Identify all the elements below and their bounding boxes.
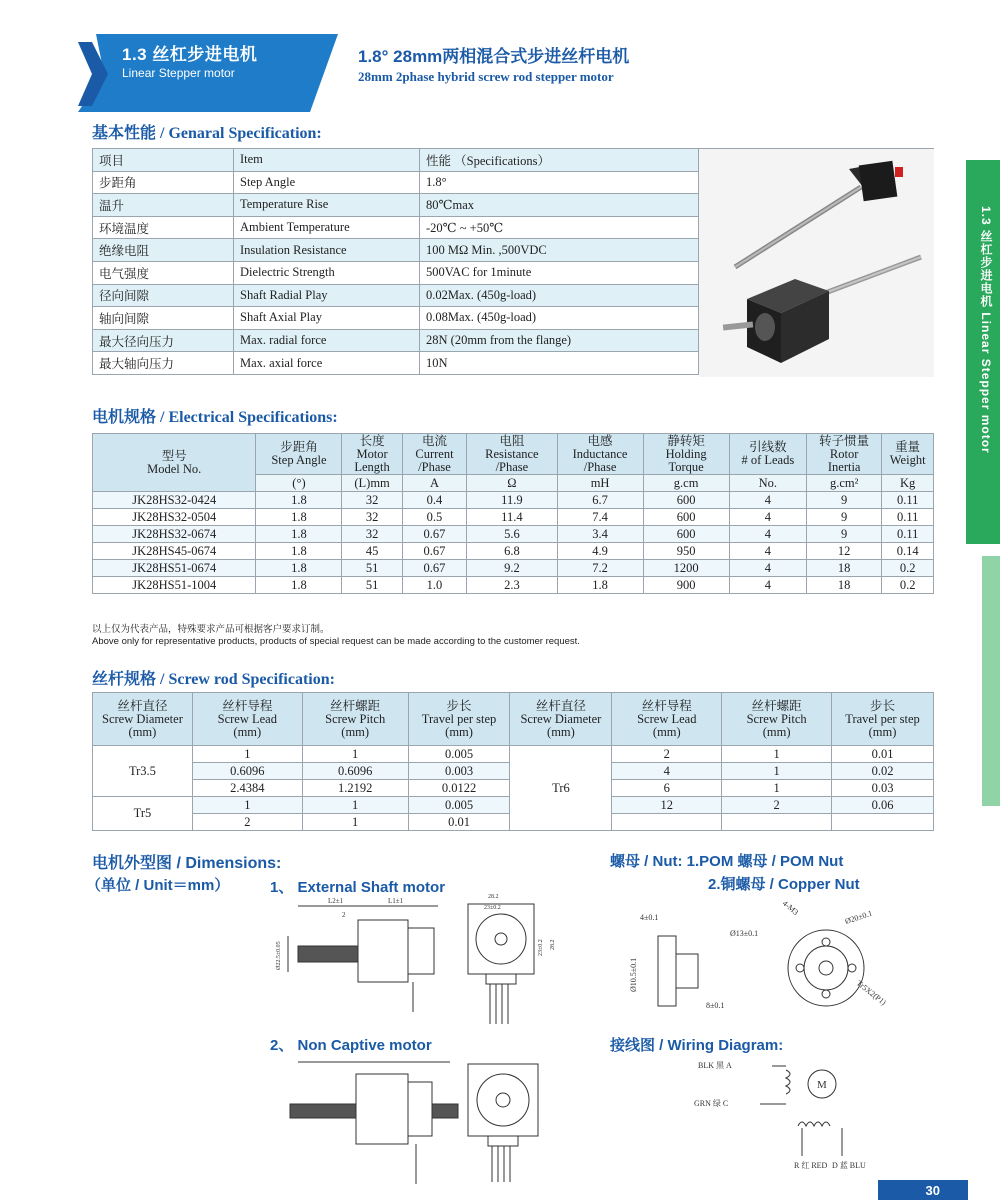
screw-value: 1	[192, 797, 302, 814]
screw-value: 1	[302, 814, 408, 831]
screw-value: 4	[612, 763, 722, 780]
page-title	[358, 42, 629, 85]
model-no: JK28HS51-1004	[93, 577, 256, 594]
spec-item-en: Step Angle	[234, 171, 420, 194]
label-w232: 23±0.2	[484, 905, 501, 911]
section-label	[122, 40, 257, 80]
screw-header-cell: 步长 Travel per step (mm)	[832, 693, 934, 746]
spec-row	[93, 261, 699, 284]
unit-cell: Kg	[882, 475, 934, 492]
page-title-cn: 1.8° 28mm两相混合式步进丝杆电机	[358, 47, 630, 66]
electrical-value: 0.67	[402, 560, 467, 577]
electrical-header-cell: 电流 Current /Phase	[402, 434, 467, 475]
screw-spec-table	[92, 692, 934, 831]
screw-value: 1	[722, 780, 832, 797]
electrical-value: 600	[643, 509, 729, 526]
spec-value: 10N	[420, 352, 699, 375]
electrical-value: 0.14	[882, 543, 934, 560]
label-d13: Ø13±0.1	[730, 929, 759, 938]
spec-item-cn: 轴向间隙	[93, 307, 234, 330]
model-no: JK28HS32-0504	[93, 509, 256, 526]
screw-value: 0.6096	[192, 763, 302, 780]
label-l2: L2±1	[328, 897, 344, 905]
model-no: JK28HS51-0674	[93, 560, 256, 577]
electrical-spec-table	[92, 433, 934, 594]
screw-value: 0.005	[408, 746, 510, 763]
external-shaft-drawing	[270, 892, 600, 1032]
electrical-value: 32	[342, 509, 402, 526]
electrical-value: 3.4	[557, 526, 643, 543]
screw-value: 0.005	[408, 797, 510, 814]
electrical-value: 0.11	[882, 492, 934, 509]
electrical-value: 7.2	[557, 560, 643, 577]
spec-row	[93, 284, 699, 307]
screw-row	[93, 746, 934, 763]
screw-value	[832, 814, 934, 831]
spec-value: 100 MΩ Min. ,500VDC	[420, 239, 699, 262]
screw-value: 0.01	[408, 814, 510, 831]
screw-value: 0.01	[832, 746, 934, 763]
electrical-header-cell: 重量 Weight	[882, 434, 934, 475]
electrical-value: 11.9	[467, 492, 557, 509]
section-label-cn: 1.3 丝杠步进电机	[122, 45, 258, 64]
screw-value	[612, 814, 722, 831]
electrical-row	[93, 509, 934, 526]
section-label-en: Linear Stepper motor	[122, 66, 235, 80]
electrical-value: 1.8	[256, 577, 342, 594]
wiring-title: 接线图 / Wiring Diagram:	[610, 1037, 784, 1054]
spec-item-cn: 最大径向压力	[93, 329, 234, 352]
unit-cell: mH	[557, 475, 643, 492]
screw-header-cell: 步长 Travel per step (mm)	[408, 693, 510, 746]
electrical-row	[93, 526, 934, 543]
electrical-value: 0.11	[882, 526, 934, 543]
electrical-value: 18	[807, 560, 882, 577]
electrical-value: 950	[643, 543, 729, 560]
screw-value: 0.06	[832, 797, 934, 814]
unit-cell: (°)	[256, 475, 342, 492]
electrical-value: 0.4	[402, 492, 467, 509]
spec-value: -20℃ ~ +50℃	[420, 216, 699, 239]
general-spec-table	[92, 148, 699, 375]
electrical-header-cell: 静转矩 Holding Torque	[643, 434, 729, 475]
spec-value: 500VAC for 1minute	[420, 261, 699, 284]
spec-item-en: Temperature Rise	[234, 194, 420, 217]
motor-photo-illustration	[699, 149, 934, 377]
screw-value: 1	[192, 746, 302, 763]
side-tab-label: 1.3 丝杠步进电机 Linear Stepper motor	[979, 206, 993, 454]
screw-value: 1.2192	[302, 780, 408, 797]
electrical-value: 12	[807, 543, 882, 560]
label-nut-len: 4±0.1	[640, 913, 659, 922]
unit-cell: Ω	[467, 475, 557, 492]
screw-header-cell: 丝杆螺距 Screw Pitch (mm)	[302, 693, 408, 746]
spec-item-cn: 绝缘电阻	[93, 239, 234, 262]
nut-title-line2: 2.铜螺母 / Copper Nut	[708, 876, 860, 893]
screw-value	[722, 814, 832, 831]
label-h232: 23±0.2	[538, 939, 544, 956]
spec-value: 性能 （Specifications）	[420, 149, 699, 172]
screw-value: 1	[722, 746, 832, 763]
electrical-value: 0.2	[882, 577, 934, 594]
electrical-header-cell: 转子惯量 Rotor Inertia	[807, 434, 882, 475]
screw-value: 1	[302, 797, 408, 814]
label-h282: 28.2	[550, 939, 556, 950]
electrical-value: 6.8	[467, 543, 557, 560]
spec-value: 80℃max	[420, 194, 699, 217]
electrical-spec-title: 电机规格 / Electrical Specifications:	[92, 409, 338, 426]
screw-value: 0.0122	[408, 780, 510, 797]
electrical-header-cell: 长度 Motor Length	[342, 434, 402, 475]
label-nut-w: 8±0.1	[706, 1001, 725, 1010]
spec-item-en: Dielectric Strength	[234, 261, 420, 284]
wire-blk-label: BLK 黑 A	[698, 1061, 732, 1070]
unit-cell: (L)mm	[342, 475, 402, 492]
screw-spec-title: 丝杆规格 / Screw rod Specification:	[92, 671, 335, 688]
electrical-value: 11.4	[467, 509, 557, 526]
electrical-value: 900	[643, 577, 729, 594]
label-m3: 4-M3	[780, 898, 801, 917]
wiring-diagram	[690, 1056, 880, 1196]
note-cn: 以上仅为代表产品，特殊要求产品可根据客户要求订制。	[92, 624, 330, 635]
spec-row	[93, 307, 699, 330]
electrical-value: 51	[342, 560, 402, 577]
label-w282: 28.2	[488, 894, 499, 900]
representative-note	[92, 624, 580, 648]
spec-row	[93, 194, 699, 217]
spec-item-en: Max. radial force	[234, 329, 420, 352]
spec-item-cn: 项目	[93, 149, 234, 172]
spec-row	[93, 239, 699, 262]
electrical-value: 1.8	[557, 577, 643, 594]
spec-row	[93, 329, 699, 352]
spec-item-cn: 电气强度	[93, 261, 234, 284]
electrical-value: 32	[342, 526, 402, 543]
page-number: 30	[878, 1180, 968, 1200]
label-l1: L1±1	[388, 897, 404, 905]
dimensions-unit: （单位 / Unit＝mm）	[86, 877, 230, 894]
screw-diameter: Tr5	[93, 797, 193, 831]
electrical-value: 4	[729, 577, 806, 594]
screw-value: 1	[722, 763, 832, 780]
electrical-header-cell: 电阻 Resistance /Phase	[467, 434, 557, 475]
spec-item-cn: 环境温度	[93, 216, 234, 239]
electrical-value: 7.4	[557, 509, 643, 526]
spec-row	[93, 216, 699, 239]
screw-value: 0.02	[832, 763, 934, 780]
screw-value: 1	[302, 746, 408, 763]
electrical-value: 4	[729, 526, 806, 543]
electrical-value: 4.9	[557, 543, 643, 560]
spec-row	[93, 149, 699, 172]
electrical-value: 45	[342, 543, 402, 560]
label-d20: Ø20±0.1	[843, 908, 874, 926]
electrical-value: 18	[807, 577, 882, 594]
electrical-header-row	[93, 434, 934, 475]
screw-value: 0.6096	[302, 763, 408, 780]
electrical-value: 0.2	[882, 560, 934, 577]
electrical-value: 0.67	[402, 526, 467, 543]
electrical-value: 1.8	[256, 543, 342, 560]
screw-value: 0.03	[832, 780, 934, 797]
electrical-value: 32	[342, 492, 402, 509]
model-no: JK28HS45-0674	[93, 543, 256, 560]
electrical-value: 51	[342, 577, 402, 594]
unit-cell: A	[402, 475, 467, 492]
electrical-value: 600	[643, 492, 729, 509]
unit-cell: g.cm	[643, 475, 729, 492]
electrical-value: 4	[729, 492, 806, 509]
spec-item-en: Item	[234, 149, 420, 172]
electrical-value: 1200	[643, 560, 729, 577]
electrical-value: 4	[729, 560, 806, 577]
screw-value: 0.003	[408, 763, 510, 780]
wire-grn-label: GRN 绿 C	[694, 1099, 729, 1108]
spec-value: 0.08Max. (450g-load)	[420, 307, 699, 330]
electrical-value: 1.8	[256, 526, 342, 543]
screw-header-cell: 丝杆螺距 Screw Pitch (mm)	[722, 693, 832, 746]
spec-row	[93, 171, 699, 194]
note-en: Above only for representative products, products of special request can be made according to the customer request.	[92, 636, 580, 647]
screw-header-row	[93, 693, 934, 746]
non-captive-drawing	[270, 1052, 600, 1190]
spec-value: 0.02Max. (450g-load)	[420, 284, 699, 307]
electrical-value: 0.11	[882, 509, 934, 526]
unit-cell: No.	[729, 475, 806, 492]
spec-item-en: Shaft Axial Play	[234, 307, 420, 330]
motor-photo	[699, 148, 934, 376]
electrical-value: 9.2	[467, 560, 557, 577]
screw-value: 2	[192, 814, 302, 831]
electrical-value: 9	[807, 492, 882, 509]
nut-title: 螺母 / Nut: 1.POM 螺母 / POM Nut	[610, 853, 844, 870]
spec-item-cn: 温升	[93, 194, 234, 217]
screw-value: 2	[722, 797, 832, 814]
nut-drawing	[618, 896, 918, 1026]
electrical-row	[93, 577, 934, 594]
spec-item-en: Shaft Radial Play	[234, 284, 420, 307]
screw-value: 6	[612, 780, 722, 797]
spec-item-cn: 步距角	[93, 171, 234, 194]
spec-value: 28N (20mm from the flange)	[420, 329, 699, 352]
electrical-value: 2.3	[467, 577, 557, 594]
page-title-en: 28mm 2phase hybrid screw rod stepper motor	[358, 69, 614, 84]
screw-header-cell: 丝杆导程 Screw Lead (mm)	[192, 693, 302, 746]
electrical-value: 1.8	[256, 492, 342, 509]
electrical-header-cell: 电感 Inductance /Phase	[557, 434, 643, 475]
label-2: 2	[342, 911, 346, 919]
electrical-header-cell: 型号 Model No.	[93, 434, 256, 492]
label-nut-dia: Ø10.5±0.1	[629, 957, 638, 992]
screw-diameter: Tr3.5	[93, 746, 193, 797]
spec-item-cn: 最大轴向压力	[93, 352, 234, 375]
electrical-value: 1.0	[402, 577, 467, 594]
electrical-row	[93, 543, 934, 560]
electrical-value: 9	[807, 509, 882, 526]
general-spec-title: 基本性能 / Genaral Specification:	[92, 125, 322, 142]
spec-item-en: Ambient Temperature	[234, 216, 420, 239]
electrical-value: 1.8	[256, 509, 342, 526]
electrical-value: 600	[643, 526, 729, 543]
electrical-row	[93, 560, 934, 577]
screw-value: 2.4384	[192, 780, 302, 797]
wire-blu-label: D 蓝 BLU	[832, 1161, 866, 1170]
electrical-value: 6.7	[557, 492, 643, 509]
spec-item-cn: 径向间隙	[93, 284, 234, 307]
screw-header-cell: 丝杆直径 Screw Diameter (mm)	[510, 693, 612, 746]
label-d225: Ø22.5±0.05	[276, 941, 282, 970]
electrical-row	[93, 492, 934, 509]
electrical-value: 0.67	[402, 543, 467, 560]
screw-diameter: Tr6	[510, 746, 612, 831]
non-captive-label: 2、 Non Captive motor	[270, 1037, 432, 1054]
screw-value: 2	[612, 746, 722, 763]
spec-row	[93, 352, 699, 375]
unit-cell: g.cm²	[807, 475, 882, 492]
side-tab-light	[982, 556, 1000, 806]
screw-value: 12	[612, 797, 722, 814]
screw-header-cell: 丝杆直径 Screw Diameter (mm)	[93, 693, 193, 746]
dimensions-title: 电机外型图 / Dimensions:	[92, 855, 282, 872]
model-no: JK28HS32-0674	[93, 526, 256, 543]
spec-item-en: Max. axial force	[234, 352, 420, 375]
electrical-value: 5.6	[467, 526, 557, 543]
electrical-value: 1.8	[256, 560, 342, 577]
spec-item-en: Insulation Resistance	[234, 239, 420, 262]
electrical-value: 4	[729, 543, 806, 560]
label-tr: Tr5X2(P1)	[854, 978, 888, 1008]
wire-red-label: R 红 RED	[794, 1161, 828, 1170]
spec-value: 1.8°	[420, 171, 699, 194]
screw-header-cell: 丝杆导程 Screw Lead (mm)	[612, 693, 722, 746]
electrical-value: 0.5	[402, 509, 467, 526]
electrical-header-cell: 步距角 Step Angle	[256, 434, 342, 475]
electrical-header-cell: 引线数 # of Leads	[729, 434, 806, 475]
electrical-value: 9	[807, 526, 882, 543]
electrical-value: 4	[729, 509, 806, 526]
wire-motor-label: M	[817, 1079, 827, 1091]
external-shaft-label: 1、 External Shaft motor	[270, 879, 446, 896]
model-no: JK28HS32-0424	[93, 492, 256, 509]
